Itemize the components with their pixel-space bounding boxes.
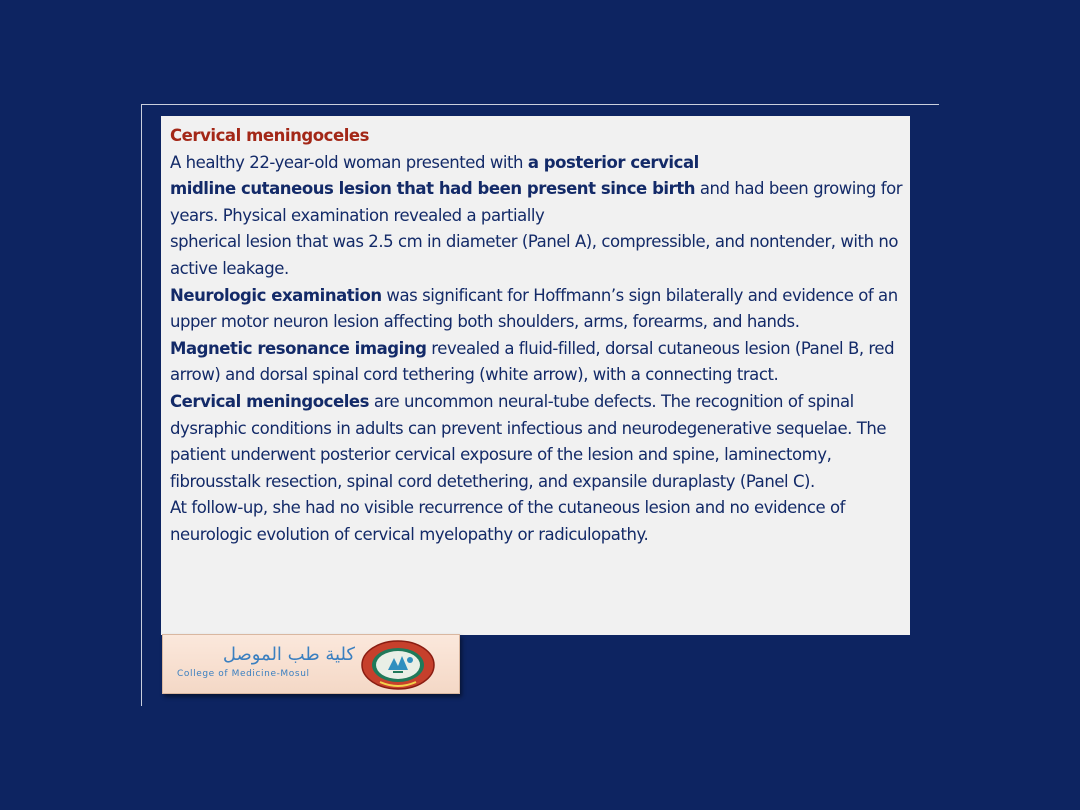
paragraph-follow-up [170,495,904,548]
paragraph-presentation [170,150,904,283]
paragraph-neurologic [170,283,904,336]
p1-text-2: and had been growing for years. Physical examination revealed a partially [170,179,903,225]
p1-text-1: A healthy 22-year-old woman presented with [170,152,528,172]
p4-text: are uncommon neural-tube defects. The recognition of spinal dysraphic conditions in adults can prevent infectious and neurodegenerative sequelae. The patient underwent posterior cervical exposure of the lesion and spine, laminectomy, fibrousstalk resection, spinal cord detethering, and expansile duraplasty (Panel C). [170,391,887,491]
case-text-box [161,116,910,635]
paragraph-mri [170,336,904,389]
logo-arabic-name: كلية طب الموصل [222,644,355,665]
p3-text: revealed a fluid-filled, dorsal cutaneous lesion (Panel B, red arrow) and dorsal spinal cord tethering (white arrow), with a connecting tract. [170,338,895,385]
p2-bold: Neurologic examination [170,285,382,305]
p1-bold-1: a posterior cervical [527,152,699,172]
p1-text-3: spherical lesion that was 2.5 cm in diameter (Panel A), compressible, and nontender, with no active leakage. [170,232,899,278]
case-title: Cervical meningoceles [170,126,370,145]
logo-english-name: College of Medicine-Mosul [177,669,310,679]
paragraph-discussion [170,389,904,495]
p2-text: was significant for Hoffmann’s sign bilaterally and evidence of an upper motor neuron lesion affecting both shoulders, arms, forearms, and hands. [170,285,898,332]
slide-frame-top-line [141,104,939,105]
p3-bold: Magnetic resonance imaging [170,338,427,358]
p4-bold: Cervical meningoceles [170,391,370,411]
slide-frame-left-line [141,104,142,706]
college-logo-banner [162,634,460,694]
college-seal-icon [358,638,438,692]
p5-text: At follow-up, she had no visible recurrence of the cutaneous lesion and no evidence of neurologic evolution of cervical myelopathy or radiculopathy. [170,498,845,544]
p1-bold-2: midline cutaneous lesion that had been present since birth [170,179,696,199]
